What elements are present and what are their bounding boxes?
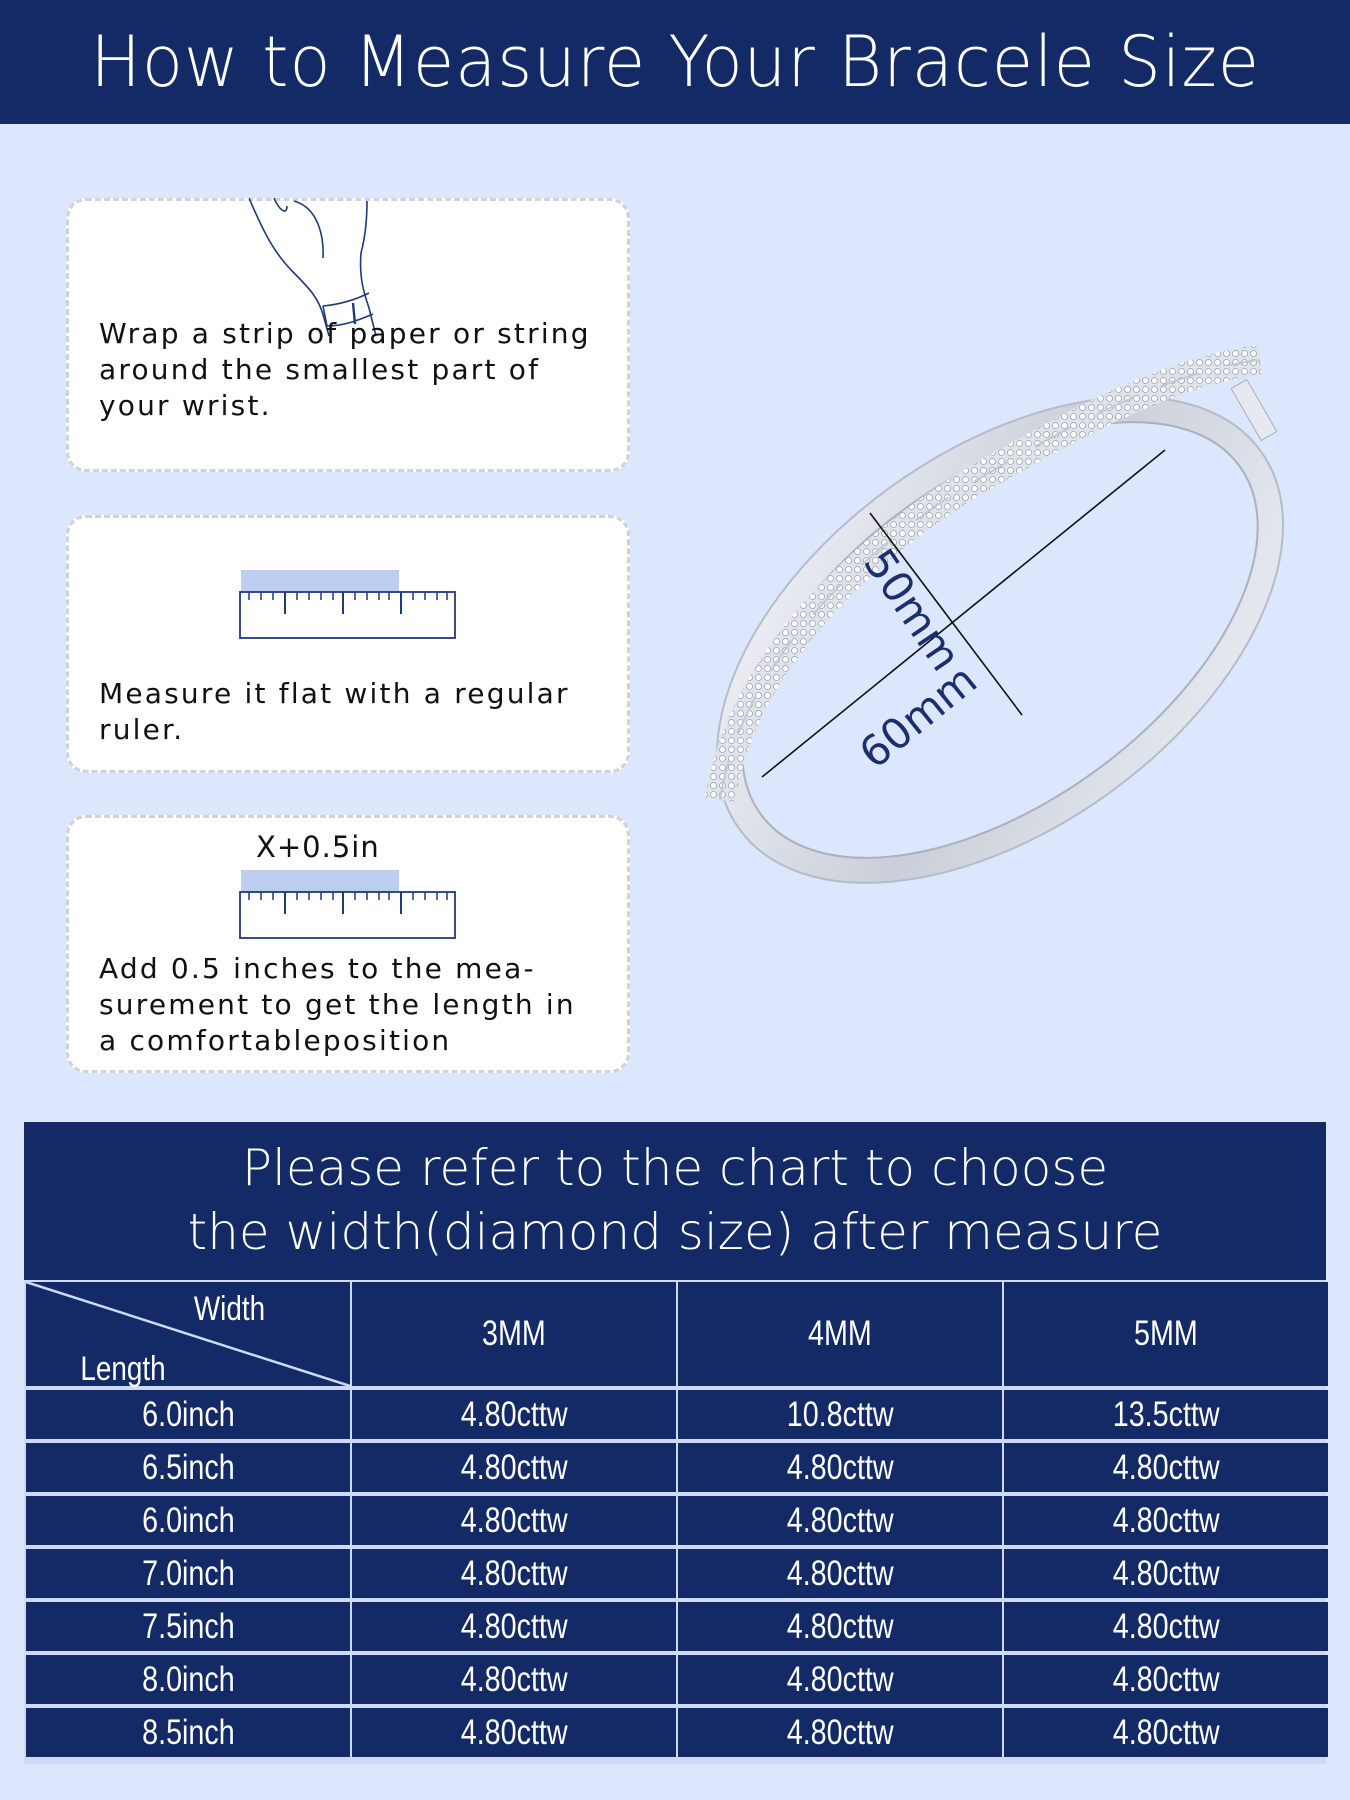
cttw-value: 4.80cttw — [1112, 1500, 1220, 1540]
size-chart-title — [24, 1122, 1326, 1280]
step-1-line-3: your wrist. — [99, 389, 272, 422]
table-cell — [1004, 1602, 1328, 1651]
step-1-line-2: around the smallest part of — [99, 353, 541, 386]
length-value: 6.5inch — [141, 1447, 235, 1487]
cttw-value: 4.80cttw — [460, 1500, 568, 1540]
table-cell — [352, 1655, 676, 1704]
step-2-line-2: ruler. — [99, 713, 185, 746]
table-cell — [678, 1549, 1002, 1598]
cttw-value: 4.80cttw — [786, 1500, 894, 1540]
column-header-4mm — [678, 1282, 1002, 1386]
step-2-text — [99, 676, 617, 748]
row-length-cell — [26, 1549, 350, 1598]
table-cell — [678, 1655, 1002, 1704]
step-3-line-2: surement to get the length in — [99, 988, 576, 1021]
table-cell — [352, 1443, 676, 1492]
table-cell — [1004, 1708, 1328, 1757]
cttw-value: 4.80cttw — [1112, 1712, 1220, 1752]
size-chart-title-line-1: Please refer to the chart to choose — [241, 1139, 1109, 1197]
step-1-text — [99, 316, 617, 424]
table-cell — [1004, 1390, 1328, 1439]
cttw-value: 4.80cttw — [1112, 1447, 1220, 1487]
length-axis-label: Length — [80, 1350, 166, 1388]
table-cell — [678, 1390, 1002, 1439]
table-cell — [352, 1390, 676, 1439]
size-chart-table — [26, 1282, 1328, 1761]
cttw-value: 4.80cttw — [1112, 1553, 1220, 1593]
diagonal-divider — [26, 1282, 350, 1386]
height-dimension-label: 50mm — [854, 540, 971, 680]
row-length-cell — [26, 1708, 350, 1757]
table-cell — [1004, 1549, 1328, 1598]
table-cell — [678, 1602, 1002, 1651]
page-header — [0, 0, 1350, 124]
cttw-value: 4.80cttw — [460, 1659, 568, 1699]
cttw-value: 4.80cttw — [460, 1394, 568, 1434]
length-value: 8.0inch — [141, 1659, 235, 1699]
table-cell — [1004, 1655, 1328, 1704]
cttw-value: 4.80cttw — [786, 1712, 894, 1752]
size-chart — [24, 1122, 1326, 1764]
table-cell — [352, 1496, 676, 1545]
cttw-value: 13.5cttw — [1112, 1394, 1220, 1434]
row-length-cell — [26, 1655, 350, 1704]
table-cell — [678, 1496, 1002, 1545]
step-3-line-1: Add 0.5 inches to the mea- — [99, 952, 536, 985]
corner-header-cell — [26, 1282, 350, 1386]
length-value: 6.0inch — [141, 1500, 235, 1540]
bracelet-illustration — [700, 340, 1300, 900]
row-length-cell — [26, 1443, 350, 1492]
row-length-cell — [26, 1602, 350, 1651]
row-length-cell — [26, 1496, 350, 1545]
column-header-label: 3MM — [482, 1314, 546, 1353]
cttw-value: 4.80cttw — [460, 1553, 568, 1593]
cttw-value: 4.80cttw — [460, 1606, 568, 1646]
step-3-line-3: a comfortableposition — [99, 1024, 452, 1057]
length-value: 7.5inch — [141, 1606, 235, 1646]
row-length-cell — [26, 1390, 350, 1439]
table-cell — [352, 1602, 676, 1651]
page-title: How to Measure Your Bracele Size — [90, 21, 1260, 103]
cttw-value: 4.80cttw — [460, 1447, 568, 1487]
ruler-icon — [239, 570, 459, 640]
length-value: 8.5inch — [141, 1712, 235, 1752]
size-chart-title-line-2: the width(diamond size) after measure — [187, 1203, 1163, 1261]
cttw-value: 4.80cttw — [1112, 1606, 1220, 1646]
length-value: 7.0inch — [141, 1553, 235, 1593]
column-header-5mm — [1004, 1282, 1328, 1386]
step-card-measure-ruler — [66, 515, 630, 773]
cttw-value: 4.80cttw — [786, 1606, 894, 1646]
cttw-value: 4.80cttw — [786, 1553, 894, 1593]
step-2-line-1: Measure it flat with a regular — [99, 677, 570, 710]
cttw-value: 4.80cttw — [786, 1447, 894, 1487]
cttw-value: 4.80cttw — [460, 1712, 568, 1752]
table-cell — [1004, 1496, 1328, 1545]
table-cell — [678, 1443, 1002, 1492]
length-value: 6.0inch — [141, 1394, 235, 1434]
column-header-3mm — [352, 1282, 676, 1386]
step-card-add-half-inch — [66, 815, 630, 1073]
step-3-text — [99, 951, 617, 1059]
x-plus-half-inch-label: X+0.5in — [256, 830, 380, 864]
bangle-bracelet-image — [700, 340, 1300, 900]
width-axis-label: Width — [193, 1290, 266, 1328]
step-1-line-1: Wrap a strip of paper or string — [99, 317, 591, 350]
table-cell — [352, 1549, 676, 1598]
step-card-wrap-wrist — [66, 198, 630, 472]
column-header-label: 4MM — [808, 1314, 872, 1353]
cttw-value: 4.80cttw — [786, 1659, 894, 1699]
table-cell — [1004, 1443, 1328, 1492]
column-header-label: 5MM — [1134, 1314, 1198, 1353]
table-cell — [678, 1708, 1002, 1757]
width-dimension-label: 60mm — [850, 654, 986, 779]
table-cell — [352, 1708, 676, 1757]
ruler-icon — [239, 870, 459, 940]
cttw-value: 10.8cttw — [786, 1394, 894, 1434]
cttw-value: 4.80cttw — [1112, 1659, 1220, 1699]
